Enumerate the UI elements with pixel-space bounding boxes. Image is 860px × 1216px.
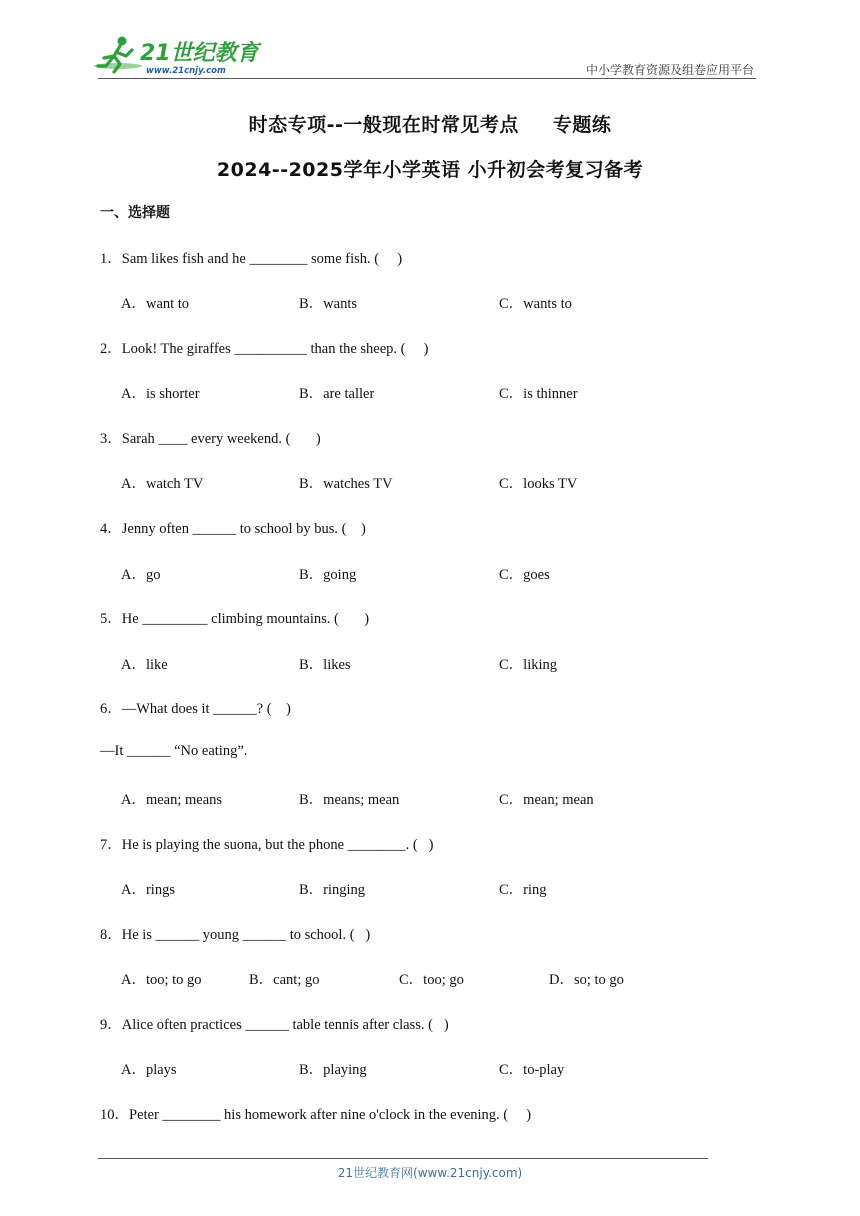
q8-option-b: B．cant; go xyxy=(249,972,320,988)
question-6: 6．—What does it ______? ( ) xyxy=(100,701,291,717)
logo-text: 21世纪教育 xyxy=(140,41,259,66)
q4-option-c: C．goes xyxy=(499,567,550,583)
q3-option-c: C．looks TV xyxy=(499,476,578,492)
header-divider xyxy=(98,78,756,79)
question-7: 7．He is playing the suona, but the phone ________. ( ) xyxy=(100,837,434,853)
q7-option-a: A．rings xyxy=(121,882,175,898)
q4-option-b: B．going xyxy=(299,567,357,583)
section-heading: 一、选择题 xyxy=(100,205,170,221)
q8-option-c: C．too; go xyxy=(399,972,464,988)
footer-source: 21世纪教育网(www.21cnjy.com) xyxy=(337,1166,523,1180)
q3-option-b: B．watches TV xyxy=(299,476,393,492)
page-subtitle: 2024--2025学年小学英语 小升初会考复习备考 xyxy=(216,159,644,181)
header-platform-text: 中小学教育资源及组卷应用平台 xyxy=(585,63,754,77)
q5-option-a: A．like xyxy=(121,657,168,673)
question-4: 4．Jenny often ______ to school by bus. ( ) xyxy=(100,521,366,537)
question-9: 9．Alice often practices ______ table tennis after class. ( ) xyxy=(100,1017,449,1033)
q8-option-a: A．too; to go xyxy=(121,972,202,988)
question-1: 1．Sam likes fish and he ________ some fish. ( ) xyxy=(100,251,403,267)
site-logo xyxy=(92,32,262,78)
footer-divider xyxy=(98,1158,708,1159)
question-6-line2: —It ______ “No eating”. xyxy=(100,743,248,759)
q1-option-a: A．want to xyxy=(121,296,190,312)
q7-option-c: C．ring xyxy=(499,882,547,898)
q9-option-a: A．plays xyxy=(121,1062,177,1078)
q9-option-c: C．to-play xyxy=(499,1062,565,1078)
question-2: 2．Look! The giraffes __________ than the sheep. ( ) xyxy=(100,341,429,357)
question-8: 8．He is ______ young ______ to school. ( ) xyxy=(100,927,371,943)
page-title xyxy=(0,110,860,137)
q1-option-c: C．wants to xyxy=(499,296,572,312)
q9-option-b: B．playing xyxy=(299,1062,367,1078)
q6-option-b: B．means; mean xyxy=(299,792,400,808)
question-5: 5．He _________ climbing mountains. ( ) xyxy=(100,611,370,627)
runner-icon xyxy=(92,32,262,78)
q7-option-b: B．ringing xyxy=(299,882,366,898)
logo-url: www.21cnjy.com xyxy=(146,66,226,76)
q1-option-b: B．wants xyxy=(299,296,357,312)
q2-option-c: C．is thinner xyxy=(499,386,578,402)
q3-option-a: A．watch TV xyxy=(121,476,204,492)
q5-option-c: C．liking xyxy=(499,657,558,673)
q4-option-a: A．go xyxy=(121,567,161,583)
q2-option-a: A．is shorter xyxy=(121,386,200,402)
title-suffix: 专题练 xyxy=(552,114,612,136)
question-10: 10．Peter ________ his homework after nine o'clock in the evening. ( ) xyxy=(100,1107,532,1123)
title-main: 时态专项--一般现在时常见考点 xyxy=(248,114,519,136)
q5-option-b: B．likes xyxy=(299,657,351,673)
q2-option-b: B．are taller xyxy=(299,386,375,402)
question-3: 3．Sarah ____ every weekend. ( ) xyxy=(100,431,321,447)
q6-option-c: C．mean; mean xyxy=(499,792,594,808)
q6-option-a: A．mean; means xyxy=(121,792,223,808)
q8-option-d: D．so; to go xyxy=(549,972,624,988)
